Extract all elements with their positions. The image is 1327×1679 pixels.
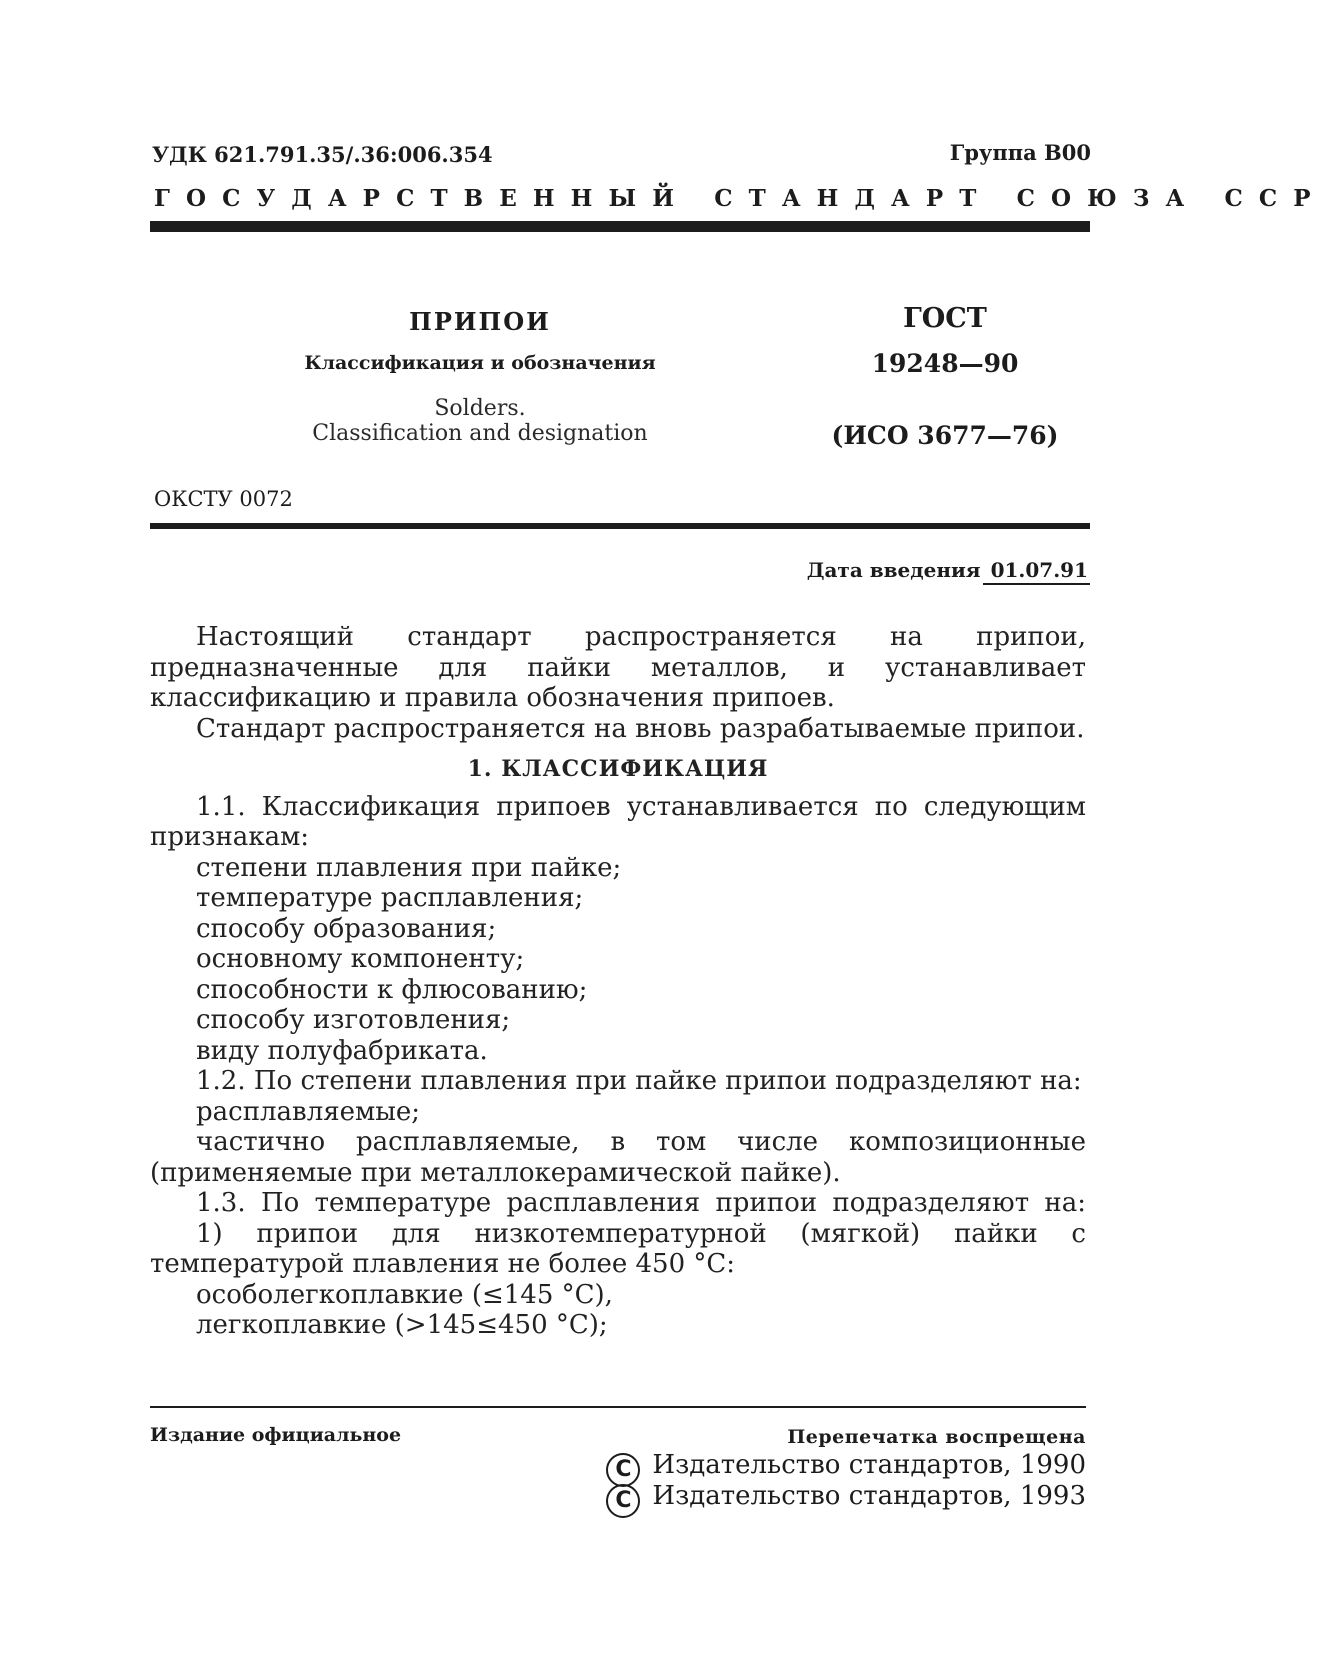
feature-item: способу изготовления; bbox=[196, 1005, 511, 1035]
feature-item: способу образования; bbox=[196, 913, 497, 944]
copyright-line bbox=[606, 1481, 1086, 1518]
reprint-prohibited-note: Перепечатка воспрещена bbox=[787, 1426, 1086, 1448]
intro-paragraph-2: Стандарт распространяется на вновь разрабатываемые припои. bbox=[196, 713, 1085, 744]
official-edition-note: Издание официальное bbox=[150, 1424, 402, 1446]
melting-item: частично расплавляемые, в том числе композиционные (применяемые при металлокерамической пайке). bbox=[150, 1127, 1086, 1188]
introduction-date bbox=[807, 558, 1090, 585]
iso-reference: (ИСО 3677—76) bbox=[831, 421, 1059, 450]
udk-code: УДК 621.791.35/.36:006.354 bbox=[152, 142, 493, 167]
okstu-code: ОКСТУ 0072 bbox=[154, 487, 293, 511]
copyright-text: Издательство стандартов, 1990 bbox=[652, 1450, 1086, 1480]
clause-1-1: 1.1. Классификация припоев устанавливается по следующим признакам: bbox=[150, 791, 1086, 852]
middle-rule bbox=[150, 523, 1090, 529]
feature-item: основному компоненту; bbox=[196, 944, 525, 974]
copyright-text: Издательство стандартов, 1993 bbox=[652, 1481, 1086, 1511]
clause-1-3: 1.3. По температуре расплавления припои подразделяют на: bbox=[196, 1188, 1086, 1218]
document-body bbox=[150, 622, 1086, 1341]
english-title-line-2: Classification and designation bbox=[312, 421, 648, 446]
date-label: Дата введения bbox=[806, 558, 981, 582]
document-title: ПРИПОИ bbox=[409, 307, 551, 336]
melting-item: расплавляемые; bbox=[196, 1096, 421, 1127]
intro-paragraph-1: Настоящий стандарт распространяется на припои, предназначенные для пайки металлов, и устанавливает классификацию и правила обозначения припоев. bbox=[150, 622, 1086, 713]
temperature-subitem: особолегкоплавкие (≤145 °С), bbox=[196, 1279, 613, 1310]
section-heading: 1. КЛАССИФИКАЦИЯ bbox=[467, 756, 769, 782]
gost-label: ГОСТ bbox=[903, 303, 987, 334]
state-standard-heading: ГОСУДАРСТВЕННЫЙ СТАНДАРТ СОЮЗА ССР bbox=[154, 185, 1327, 212]
temperature-item: 1) припои для низкотемпературной (мягкой) пайки с температурой плавления не более 450 °С: bbox=[150, 1218, 1086, 1279]
clause-1-2: 1.2. По степени плавления при пайке припои подразделяют на: bbox=[196, 1066, 1082, 1096]
document-subtitle: Классификация и обозначения bbox=[304, 352, 656, 374]
top-thick-rule bbox=[150, 221, 1090, 232]
date-value: 01.07.91 bbox=[983, 558, 1090, 585]
feature-item: способности к флюсованию; bbox=[196, 974, 588, 1005]
group-code: Группа В00 bbox=[949, 140, 1091, 165]
feature-item: степени плавления при пайке; bbox=[196, 852, 622, 883]
feature-item: виду полуфабриката. bbox=[196, 1035, 488, 1066]
temperature-subitem: легкоплавкие (>145≤450 °С); bbox=[196, 1310, 608, 1340]
gost-number: 19248—90 bbox=[871, 349, 1019, 378]
english-title-line-1: Solders. bbox=[434, 396, 526, 421]
bottom-rule bbox=[150, 1406, 1086, 1408]
copyright-icon: С bbox=[606, 1453, 640, 1487]
feature-item: температуре расплавления; bbox=[196, 883, 584, 913]
copyright-icon: С bbox=[606, 1484, 640, 1518]
